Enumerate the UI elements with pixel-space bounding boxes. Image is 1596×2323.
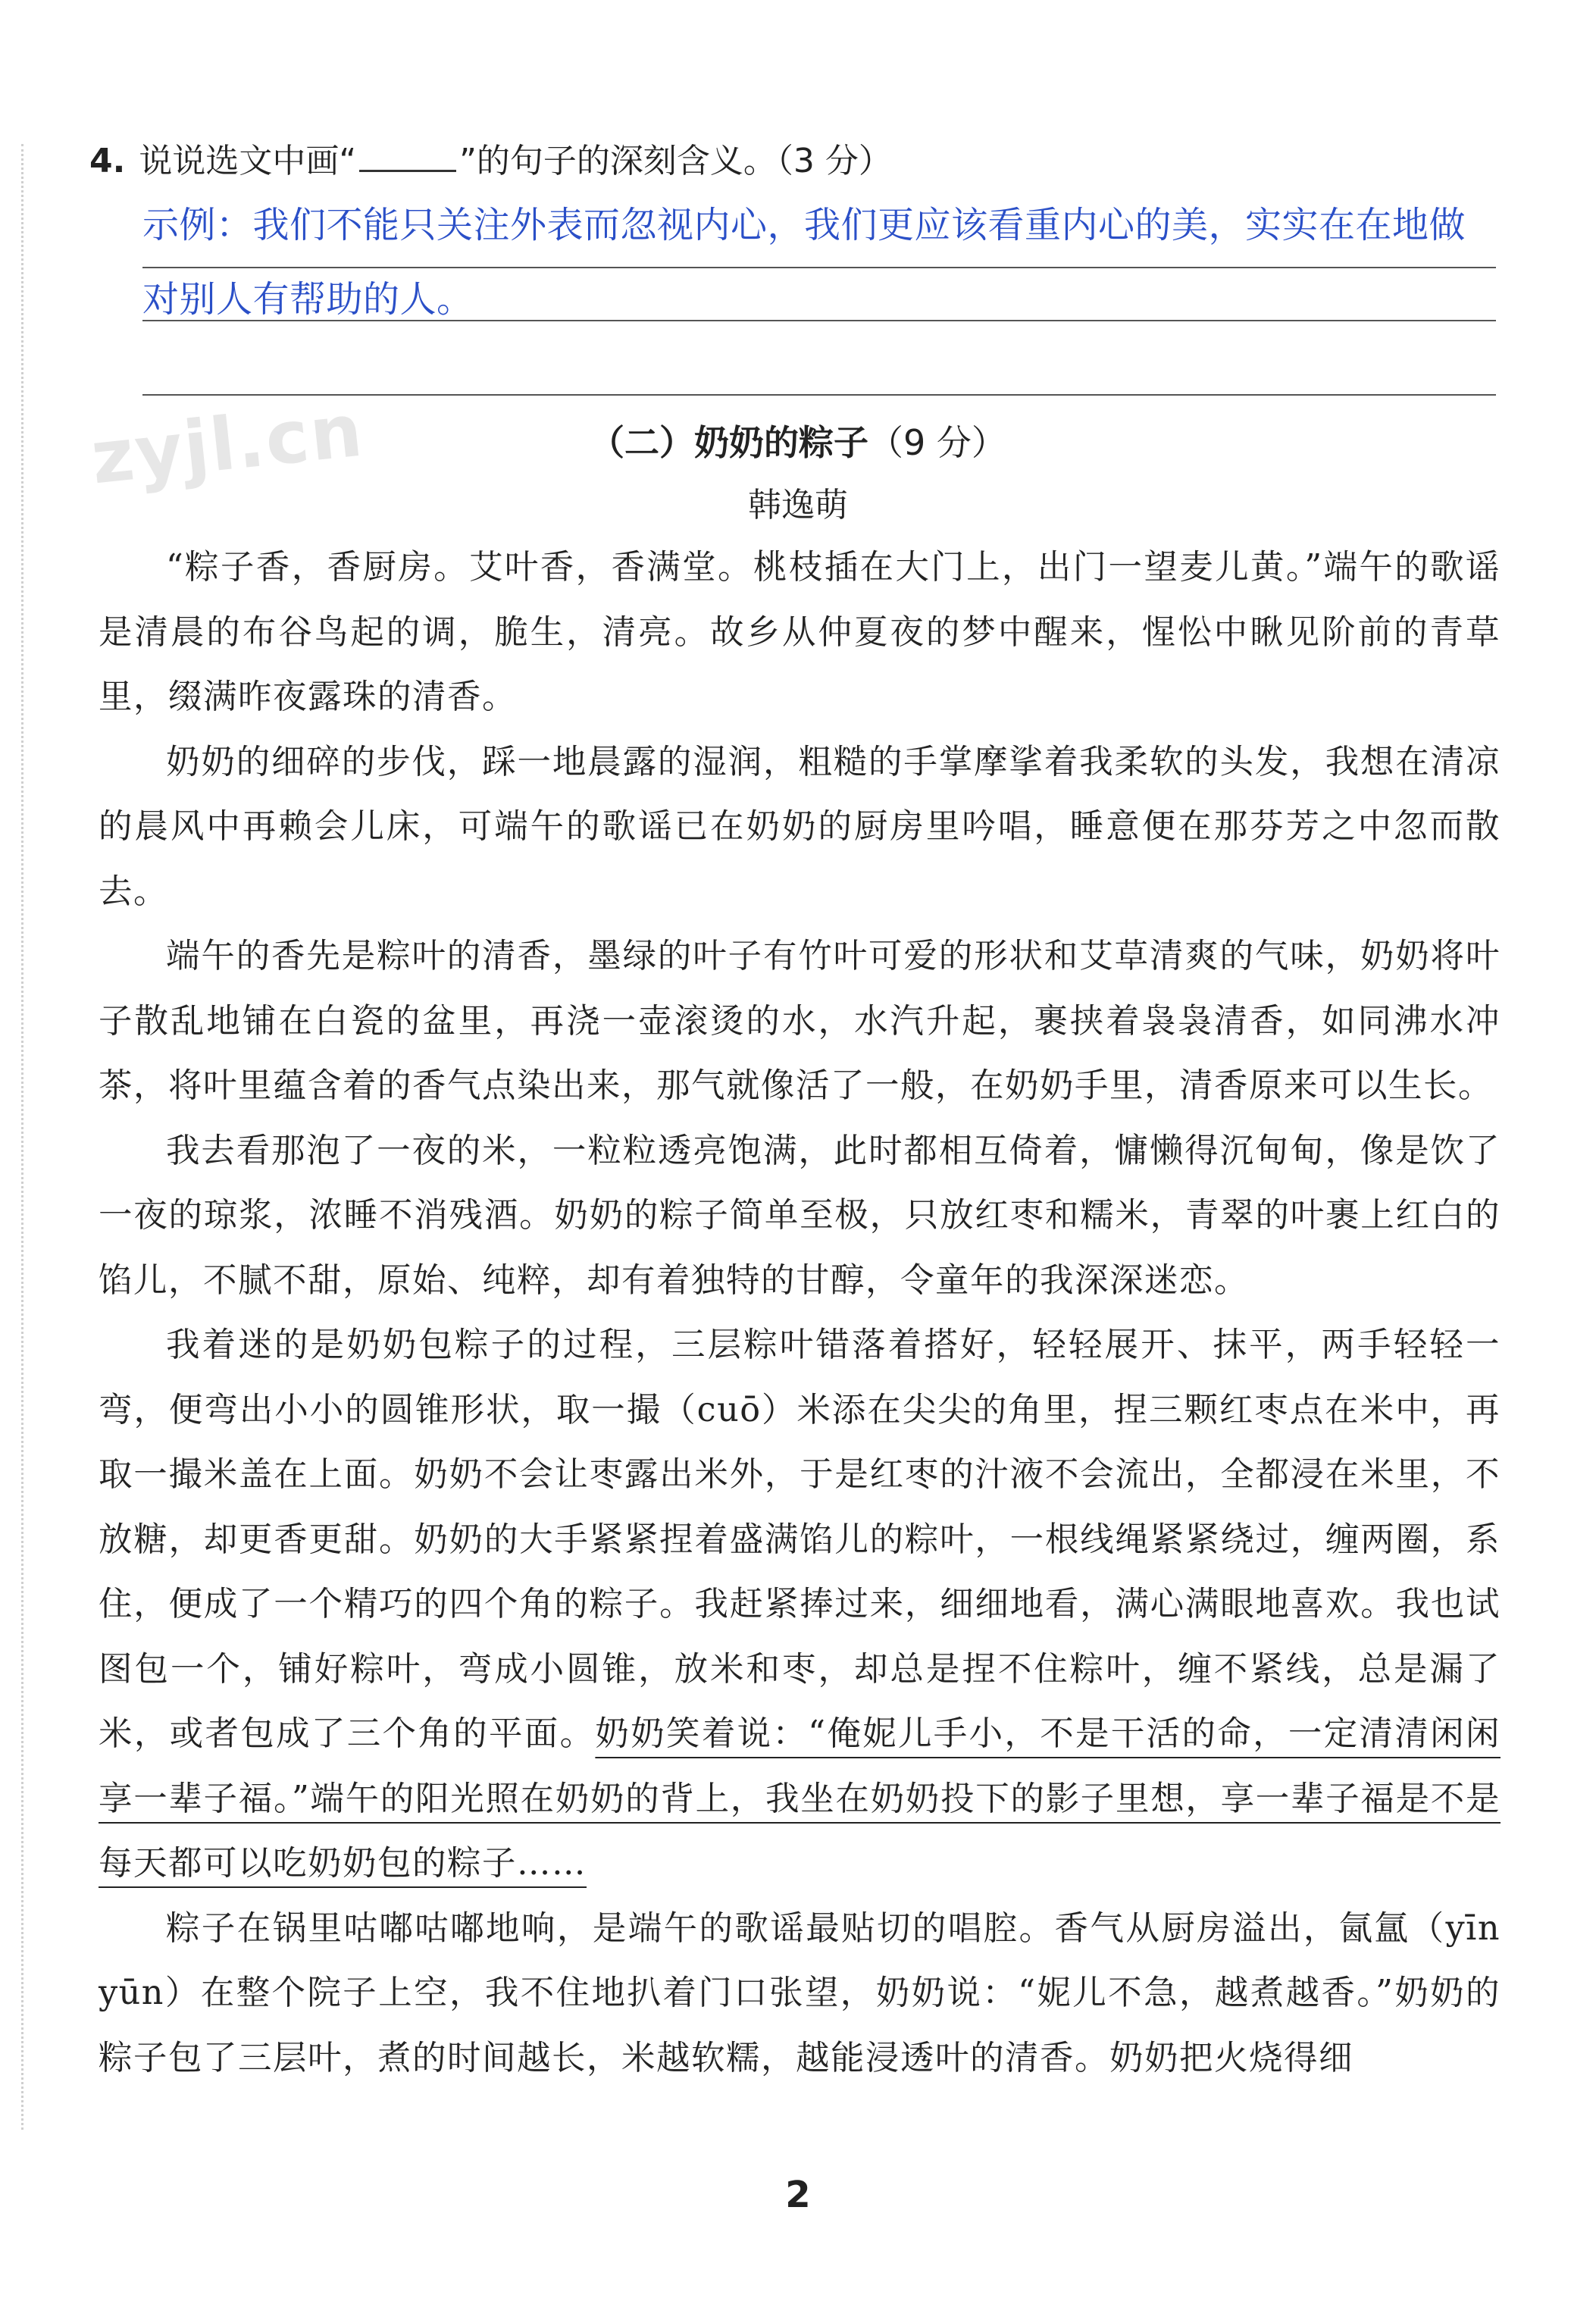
question-4 <box>89 136 1514 186</box>
question-text-before: 说说选文中画“ <box>139 142 357 180</box>
page-number: 2 <box>785 2174 811 2216</box>
paragraph-5 <box>99 1313 1501 1896</box>
paragraph-6: 粽子在锅里咕嘟咕嘟地响，是端午的歌谣最贴切的唱腔。香气从厨房溢出，氤氲（yīn yūn）在整个院子上空，我不住地扒着门口张望，奶奶说：“妮儿不急，越煮越香。”奶奶的粽子包了三层叶，煮的时间越长，米越软糯，越能浸透叶的清香。奶奶把火烧得细 <box>99 1908 1501 2077</box>
paragraph-1: “粽子香，香厨房。艾叶香，香满堂。桃枝插在大门上，出门一望麦儿黄。”端午的歌谣是清晨的布谷鸟起的调，脆生，清亮。故乡从仲夏夜的梦中醒来，惺忪中瞅见阶前的青草里，缀满昨夜露珠的清香。 <box>99 548 1501 716</box>
answer-rule-2 <box>142 320 1496 321</box>
question-prompt <box>89 136 1514 186</box>
underlined-sentence: 奶奶笑着说：“俺妮儿手小，不是干活的命，一定清清闲闲享一辈子福。”端午的阳光照在奶奶的背上，我坐在奶奶投下的影子里想，享一辈子福是不是每天都可以吃奶奶包的粽子…… <box>99 1714 1501 1883</box>
article-title-text: （二）奶奶的粽子 <box>590 422 869 463</box>
paragraph-4: 我去看那泡了一夜的米，一粒粒透亮饱满，此时都相互倚着，慵懒得沉甸甸，像是饮了一夜的琼浆，浓睡不消残酒。奶奶的粽子简单至极，只放红枣和糯米，青翠的叶裹上红白的馅儿，不腻不甜，原始、纯粹，却有着独特的甘醇，令童年的我深深迷恋。 <box>99 1131 1501 1300</box>
article-score: （9 分） <box>868 422 1006 463</box>
answer-line-1: 示例：我们不能只关注外表而忽视内心，我们更应该看重内心的美，实实在在地做 <box>142 204 1466 246</box>
watermark: zyjl.cn <box>87 387 368 501</box>
article-body <box>99 535 1501 2090</box>
paragraph-2: 奶奶的细碎的步伐，踩一地晨露的湿润，粗糙的手掌摩挲着我柔软的头发，我想在清凉的晨风中再赖会儿床，可端午的歌谣已在奶奶的厨房里吟唱，睡意便在那芬芳之中忽而散去。 <box>99 742 1501 911</box>
article-author: 韩逸萌 <box>748 486 848 524</box>
paragraph-3: 端午的香先是粽叶的清香，墨绿的叶子有竹叶可爱的形状和艾草清爽的气味，奶奶将叶子散乱地铺在白瓷的盆里，再浇一壶滚烫的水，水汽升起，裹挟着袅袅清香，如同沸水冲茶，将叶里蕴含着的香气点染出来，那气就像活了一般，在奶奶手里，清香原来可以生长。 <box>99 937 1501 1105</box>
question-text-after: ”的句子的深刻含义。（3 分） <box>459 142 892 180</box>
answer-rule-1 <box>142 267 1496 268</box>
article-title <box>0 415 1596 465</box>
underline-blank <box>359 142 456 172</box>
paragraph-5-text: 我着迷的是奶奶包粽子的过程，三层粽叶错落着搭好，轻轻展开、抹平，两手轻轻一弯，便弯出小小的圆锥形状，取一撮（cuō）米添在尖尖的角里，捏三颗红枣点在米中，再取一撮米盖在上面。奶奶不会让枣露出米外，于是红枣的汁液不会流出，全都浸在米里，不放糖，却更香更甜。奶奶的大手紧紧捏着盛满馅儿的粽叶，一根线绳紧紧绕过，缠两圈，系住，便成了一个精巧的四个角的粽子。我赶紧捧过来，细细地看，满心满眼地喜欢。我也试图包一个，铺好粽叶，弯成小圆锥，放米和枣，却总是捏不住粽叶，缠不紧线，总是漏了米，或者包成了三个角的平面。 <box>99 1326 1501 1753</box>
answer-line-2: 对别人有帮助的人。 <box>142 278 474 321</box>
question-number: 4. <box>89 142 126 180</box>
